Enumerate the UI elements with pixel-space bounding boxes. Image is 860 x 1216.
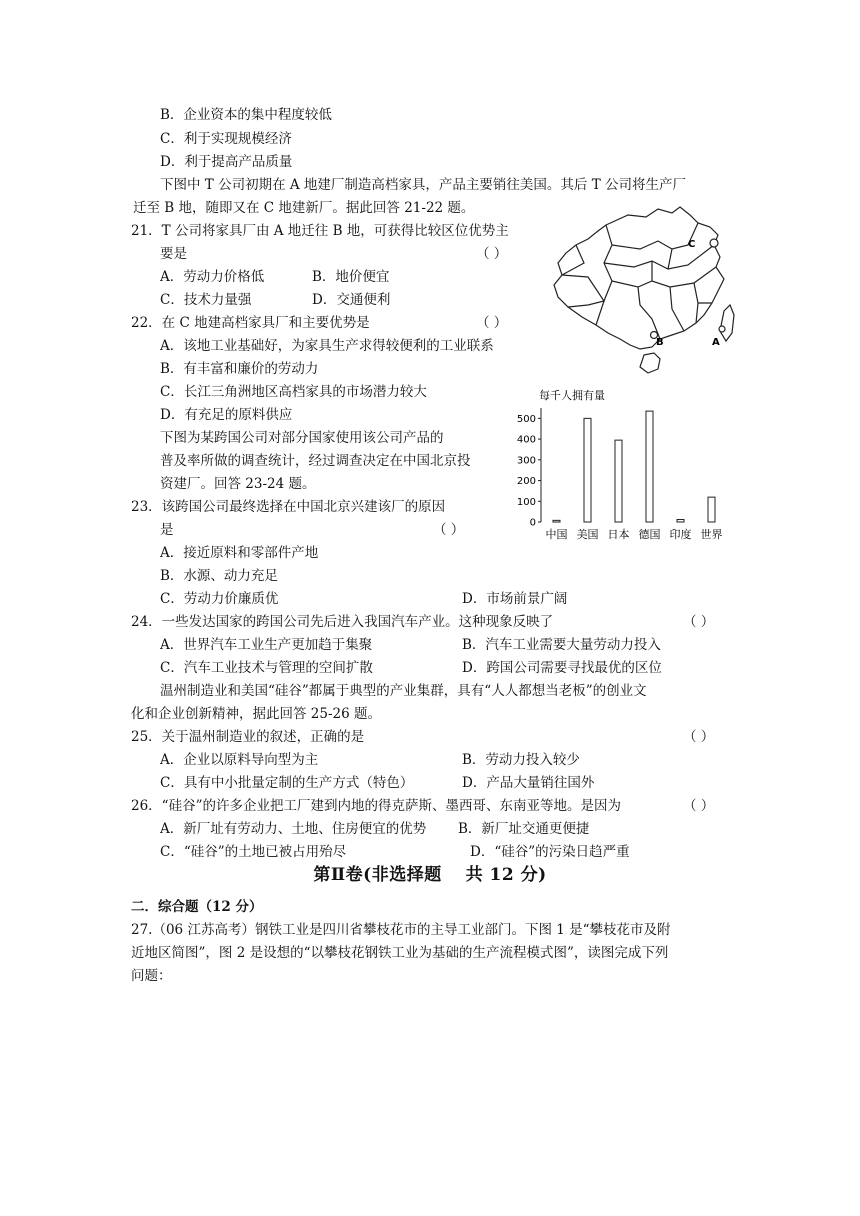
q24-option-c: C．汽车工业技术与管理的空间扩散	[160, 660, 373, 676]
q21-option-c: C．技术力量强	[160, 292, 252, 308]
q26-option-b: B．新厂址交通更便捷	[458, 821, 590, 837]
y-tick-label: 400	[516, 434, 536, 446]
category-label: 美国	[576, 528, 599, 541]
q23-option-a: A．接近原料和零部件产地	[160, 545, 319, 561]
question-21-cont: 要是	[160, 246, 187, 262]
question-27-line2: 近地区简图”，图 2 是设想的“以攀枝花钢铁工业为基础的生产流程模式图”，读图完成下列	[131, 945, 669, 961]
passage-25-line2: 化和企业创新精神，据此回答 25-26 题。	[131, 706, 382, 722]
q21-option-d: D．交通便利	[312, 292, 391, 308]
bar	[646, 411, 653, 522]
bar	[584, 418, 591, 522]
category-label: 中国	[545, 528, 568, 541]
y-tick-label: 0	[529, 517, 536, 529]
q24-option-b: B．汽车工业需要大量劳动力投入	[462, 637, 661, 653]
taiwan-island	[720, 305, 734, 341]
passage-25-line1: 温州制造业和美国“硅谷”都属于典型的产业集群，具有“人人都想当老板”的创业文	[160, 683, 647, 699]
q24-option-a: A．世界汽车工业生产更加趋于集聚	[160, 637, 373, 653]
map-label-c: C	[688, 239, 696, 250]
province-map	[548, 205, 738, 385]
q22-option-b: B．有丰富和廉价的劳动力	[160, 361, 319, 377]
q23-option-d: D．市场前景广阔	[462, 591, 568, 607]
province-outlines	[554, 207, 724, 349]
category-label: 印度	[669, 528, 692, 541]
question-21: 21．T 公司将家具厂由 A 地迁往 B 地，可获得比较区位优势主	[131, 223, 509, 239]
location-c-marker	[710, 239, 718, 247]
q26-option-d: D．“硅谷”的污染日趋严重	[470, 844, 630, 860]
bar-chart	[505, 386, 735, 546]
category-label: 日本	[607, 528, 630, 541]
passage-21-line2: 迁至 B 地，随即又在 C 地建新厂。据此回答 21-22 题。	[133, 200, 475, 216]
map-label-b: B	[656, 337, 664, 348]
question-26: 26．“硅谷”的许多企业把工厂建到内地的得克萨斯、墨西哥、东南亚等地。是因为	[131, 798, 621, 814]
q25-option-b: B．劳动力投入较少	[462, 752, 580, 768]
passage-23-line3: 资建厂。回答 23-24 题。	[160, 476, 316, 492]
location-a-marker	[719, 326, 725, 332]
q25-option-a: A．企业以原料导向型为主	[160, 752, 319, 768]
map-label-a: A	[712, 337, 720, 348]
q22-option-a: A．该地工业基础好，为家具生产求得较便利的工业联系	[160, 338, 494, 354]
q24-option-d: D．跨国公司需要寻找最优的区位	[462, 660, 662, 676]
q22-option-d: D．有充足的原料供应	[160, 407, 293, 423]
q23-option-c: C．劳动力价廉质优	[160, 591, 279, 607]
answer-bracket-23: （ ）	[433, 522, 465, 538]
bar	[553, 520, 560, 522]
bar	[677, 520, 684, 522]
chart-title: 每千人拥有量	[539, 389, 605, 402]
bar	[615, 440, 622, 522]
category-label: 世界	[700, 528, 723, 541]
y-tick-label: 100	[516, 496, 536, 508]
question-24: 24．一些发达国家的跨国公司先后进入我国汽车产业。这种现象反映了	[131, 614, 554, 630]
y-tick-label: 200	[516, 476, 536, 488]
answer-bracket-26: （ ）	[683, 798, 715, 814]
question-25: 25．关于温州制造业的叙述，正确的是	[131, 729, 365, 745]
q22-option-c: C．长江三角洲地区高档家具的市场潜力较大	[160, 384, 427, 400]
q26-option-c: C．“硅谷”的土地已被占用殆尽	[160, 844, 347, 860]
passage-23-line2: 普及率所做的调查统计，经过调查决定在中国北京投	[160, 453, 471, 469]
question-22: 22．在 C 地建高档家具厂和主要优势是	[131, 315, 370, 331]
passage-23-line1: 下图为某跨国公司对部分国家使用该公司产品的	[160, 430, 444, 446]
category-labels	[546, 527, 723, 541]
section-title: 第Ⅱ卷(非选择题 共 12 分)	[313, 865, 547, 885]
y-tick-label: 300	[516, 455, 536, 467]
option-d: D．利于提高产品质量	[160, 154, 293, 170]
bars	[553, 411, 715, 522]
question-23-cont: 是	[160, 522, 174, 538]
answer-bracket-22: （ ）	[476, 315, 508, 331]
y-ticks	[517, 414, 541, 529]
bar	[708, 497, 715, 522]
answer-bracket-21: （ ）	[476, 246, 508, 262]
hainan-island	[640, 353, 660, 373]
q25-option-d: D．产品大量销往国外	[462, 775, 595, 791]
passage-21-line1: 下图中 T 公司初期在 A 地建厂制造高档家具，产品主要销往美国。其后 T 公司将生产厂	[160, 177, 687, 193]
q25-option-c: C．具有中小批量定制的生产方式（特色）	[160, 775, 414, 791]
option-b: B．企业资本的集中程度较低	[160, 107, 332, 123]
q23-option-b: B．水源、动力充足	[160, 568, 278, 584]
answer-bracket-25: （ ）	[683, 729, 715, 745]
q21-option-a: A．劳动力价格低	[160, 269, 265, 285]
q21-option-b: B．地价便宜	[312, 269, 390, 285]
question-27-line1: 27.（06 江苏高考）钢铁工业是四川省攀枝花市的主导工业部门。下图 1 是“攀枝花市及附	[131, 922, 671, 938]
section-heading: 二．综合题（12 分）	[131, 899, 263, 915]
question-23: 23．该跨国公司最终选择在中国北京兴建该厂的原因	[131, 499, 446, 515]
q26-option-a: A．新厂址有劳动力、土地、住房便宜的优势	[160, 821, 427, 837]
category-label: 德国	[638, 528, 661, 541]
question-27-line3: 问题：	[131, 968, 172, 984]
y-tick-label: 500	[516, 413, 536, 425]
answer-bracket-24: （ ）	[683, 614, 715, 630]
option-c: C．利于实现规模经济	[160, 131, 292, 147]
